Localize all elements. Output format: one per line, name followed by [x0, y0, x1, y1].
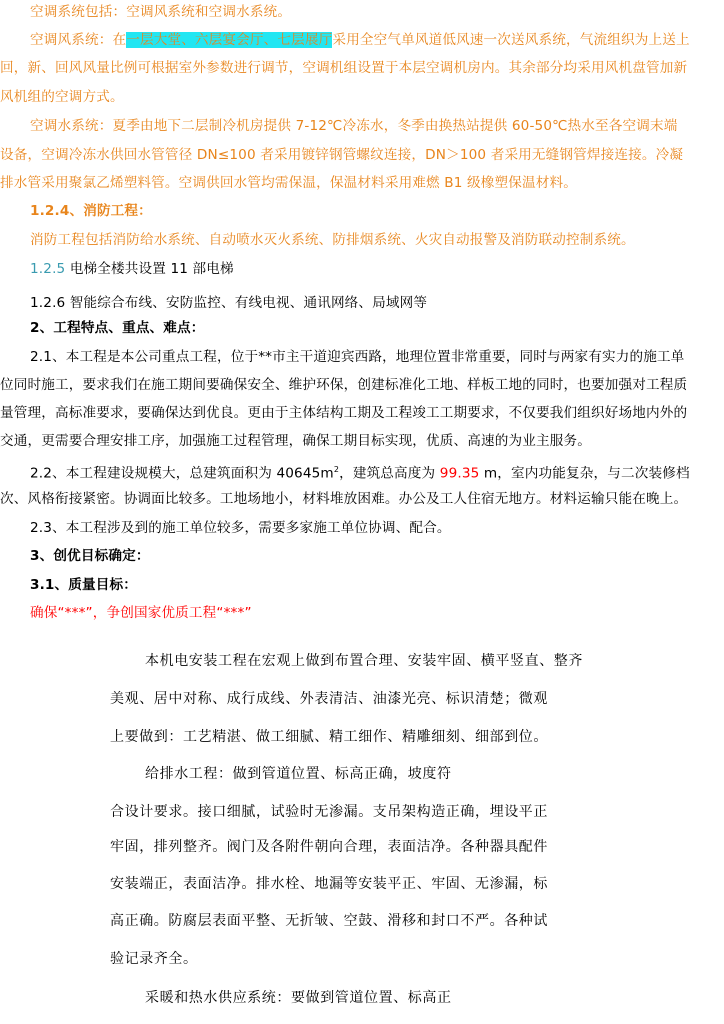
smart-systems-line: 1.2.6 智能综合布线、安防监控、有线电视、通讯网络、局域网等 — [30, 295, 428, 311]
plumbing-line-2: 合设计要求。接口细腻，试验时无渗漏。支吊架构造正确，埋设平正 — [110, 804, 548, 820]
quality-goal: 确保“***”，争创国家优质工程“***” — [30, 605, 252, 621]
ac-system-intro: 空调系统包括：空调风系统和空调水系统。 — [30, 4, 292, 20]
area-unit-superscript: 2 — [333, 465, 340, 474]
ac-water-line-3: 排水管采用聚氯乙烯塑料管。空调供回水管均需保温，保温材料采用难燃 B1 级橡塑保温材料。 — [0, 175, 577, 191]
ac-water-line-2: 设备，空调冷冻水供回水管管径 DN≤100 者采用镀锌钢管螺纹连接，DN＞100 者采用无缝钢管焊接连接。冷凝 — [0, 147, 684, 163]
building-height-value: 99.35 — [439, 465, 480, 482]
para-2-1-line-1: 2.1、本工程是本公司重点工程，位于**市主干道迎宾西路，地理位置非常重要，同时与两家有实力的施工单 — [30, 349, 685, 365]
para-2-2-c: m，室内功能复杂，与二次装修档 — [479, 465, 690, 482]
para-2-1-line-3: 量管理，高标准要求，要确保达到优良。更由于主体结构工期及工程竣工工期要求，不仅要我们组织好场地内外的 — [0, 405, 688, 421]
ac-wind-system-line — [30, 31, 690, 49]
section-3-1-heading: 3.1、质量目标： — [30, 577, 137, 593]
ac-wind-line-2: 回，新、回风风量比例可根据室外参数进行调节，空调机组设置于本层空调机房内。其余部分均采用风机盘管加新 — [0, 60, 688, 76]
plumbing-line-6: 验记录齐全。 — [110, 951, 198, 967]
mep-line-1: 本机电安装工程在宏观上做到布置合理、安装牢固、横平竖直、整齐 — [145, 653, 583, 669]
ac-wind-line-3: 风机组的空调方式。 — [0, 89, 124, 105]
fire-heading: 1.2.4、消防工程： — [30, 203, 152, 219]
plumbing-line-3: 牢固，排列整齐。阀门及各附件朝向合理，表面洁净。各种器具配件 — [110, 839, 548, 855]
ac-water-line-1: 空调水系统：夏季由地下二层制冷机房提供 7-12℃冷冻水，冬季由换热站提供 60-50℃热水至各空调末端 — [30, 118, 678, 134]
section-3-heading: 3、创优目标确定： — [30, 548, 150, 564]
elevator-line — [30, 260, 234, 278]
heating-line-1: 采暖和热水供应系统：要做到管道位置、标高正 — [145, 990, 452, 1006]
highlighted-areas: 一层大堂、六层宴会厅、七层展厅 — [126, 32, 333, 48]
para-2-1-line-2: 位同时施工，要求我们在施工期间要确保安全、维护环保，创建标准化工地、样板工地的同时，也要加强对工程质 — [0, 377, 688, 393]
elevator-text: 电梯全楼共设置 11 部电梯 — [65, 261, 234, 277]
para-2-2-a: 2.2、本工程建设规模大，总建筑面积为 40645m — [30, 465, 334, 482]
section-2-heading: 2、工程特点、重点、难点： — [30, 320, 205, 336]
plumbing-line-4: 安装端正，表面洁净。排水栓、地漏等安装平正、牢固、无渗漏，标 — [110, 876, 548, 892]
para-2-2-b: ，建筑总高度为 — [339, 465, 440, 482]
mep-line-3: 上要做到：工艺精湛、做工细腻、精工细作、精雕细刻、细部到位。 — [110, 729, 548, 745]
para-2-1-line-4: 交通，更需要合理安排工序，加强施工过程管理，确保工期目标实现，优质、高速的为业主服务。 — [0, 433, 591, 449]
fire-description: 消防工程包括消防给水系统、自动喷水灭火系统、防排烟系统、火灾自动报警及消防联动控制系统。 — [30, 232, 635, 248]
mep-line-2: 美观、居中对称、成行成线、外表清洁、油漆光亮、标识清楚；微观 — [110, 691, 548, 707]
elevator-number: 1.2.5 — [30, 261, 66, 277]
plumbing-line-1: 给排水工程：做到管道位置、标高正确，坡度符 — [145, 766, 452, 782]
para-2-2-line-2: 次、风格衔接紧密。协调面比较多。工地场地小，材料堆放困难。办公及工人住宿无地方。材料运输只能在晚上。 — [0, 491, 688, 507]
ac-wind-rest: 采用全空气单风道低风速一次送风系统，气流组织为上送上 — [332, 32, 690, 48]
ac-wind-prefix: 空调风系统：在 — [30, 32, 127, 48]
para-2-2-line-1 — [30, 461, 690, 483]
plumbing-line-5: 高正确。防腐层表面平整、无折皱、空鼓、滑移和封口不严。各种试 — [110, 913, 548, 929]
para-2-3: 2.3、本工程涉及到的施工单位较多，需要多家施工单位协调、配合。 — [30, 520, 451, 536]
